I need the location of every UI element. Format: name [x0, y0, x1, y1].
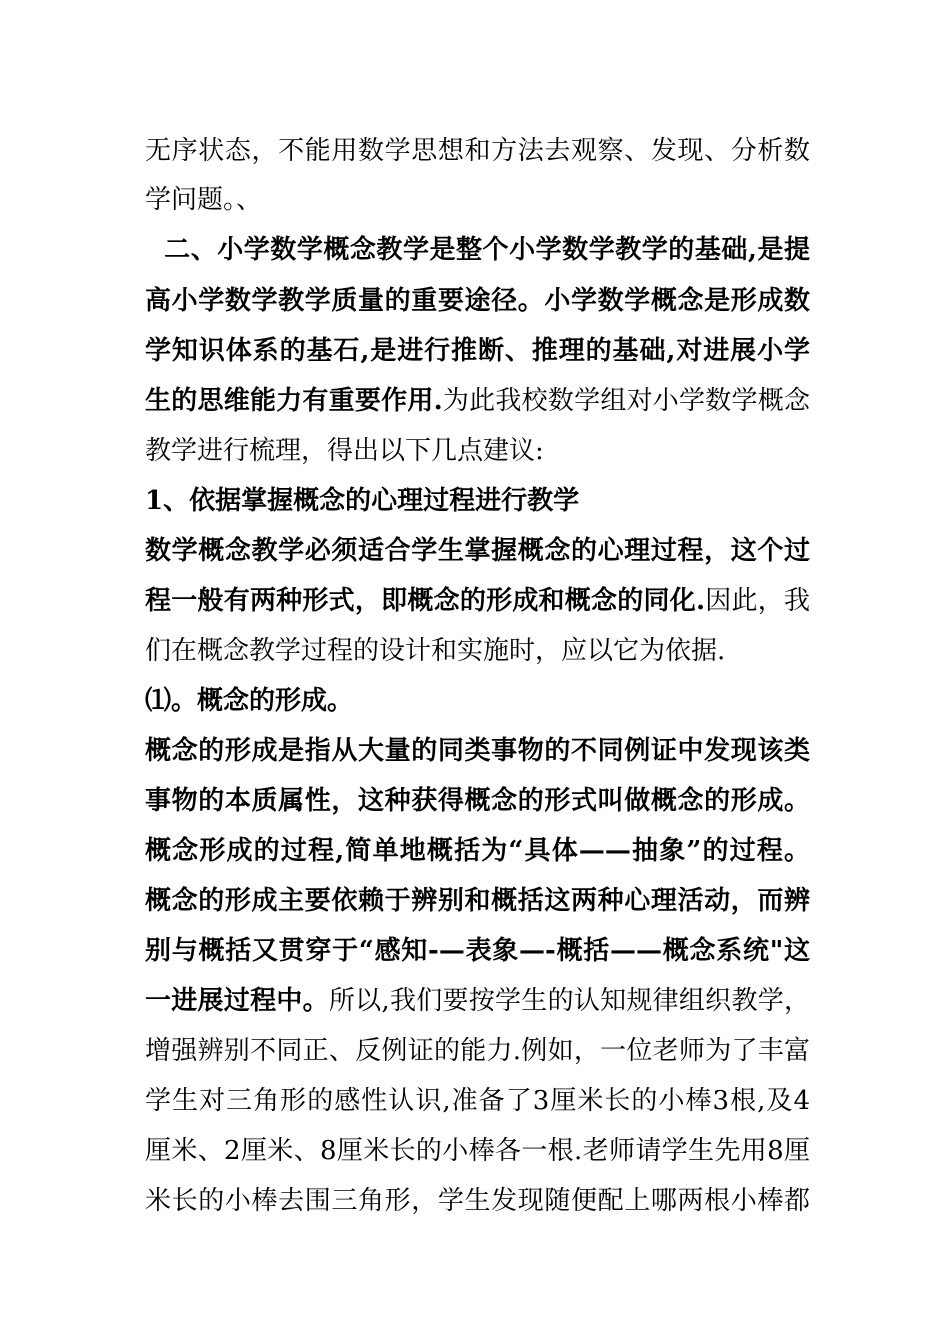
- line-text: 概念形成的过程,简单地概括为“具体——抽象”的过程。: [145, 836, 810, 866]
- paragraph-line: [145, 934, 810, 968]
- paragraph-line: [145, 284, 810, 318]
- paragraph-line: [145, 784, 810, 818]
- line-text-bold: 程一般有两种形式，即概念的形成和概念的同化.: [145, 586, 706, 616]
- line-text: ⑴。概念的形成。: [145, 686, 354, 716]
- line-text: 高小学数学教学质量的重要途径。小学数学概念是形成数: [145, 286, 810, 316]
- paragraph-line: [145, 1084, 810, 1118]
- line-text: 所以,我们要按学生的认知规律组织教学，: [328, 986, 810, 1016]
- line-text-bold: 一进展过程中。: [145, 986, 329, 1016]
- line-text: 学知识体系的基石,是进行推断、推理的基础,对进展小学: [145, 336, 810, 366]
- paragraph-line: [145, 334, 810, 368]
- section-heading-line: [145, 233, 810, 267]
- paragraph-line: [145, 734, 810, 768]
- line-text: 教学进行梳理，得出以下几点建议:: [145, 436, 544, 466]
- line-text: 概念的形成是指从大量的同类事物的不同例证中发现该类: [145, 736, 810, 766]
- paragraph-line: [145, 984, 810, 1018]
- paragraph-line: [145, 884, 810, 918]
- line-text: 们在概念教学过程的设计和实施时，应以它为依据.: [145, 636, 726, 666]
- line-text: 厘米、2厘米、8厘米长的小棒各一根.老师请学生先用8厘: [145, 1136, 810, 1166]
- line-text: 学问题。、: [145, 185, 263, 215]
- paragraph-line: [145, 1034, 810, 1068]
- paragraph-line: [145, 434, 810, 468]
- paragraph-line: [145, 1184, 810, 1218]
- line-text: 无序状态，不能用数学思想和方法去观察、发现、分析数: [145, 136, 810, 166]
- subheading-line: [145, 484, 810, 518]
- line-text: 别与概括又贯穿于“感知-—表象—-概括——概念系统"这: [145, 936, 810, 966]
- paragraph-line: [145, 183, 810, 217]
- subheading-line: [145, 684, 810, 718]
- line-text: 米长的小棒去围三角形，学生发现随便配上哪两根小棒都: [145, 1186, 810, 1216]
- paragraph-line: [145, 834, 810, 868]
- paragraph-line: [145, 634, 810, 668]
- line-text: 为此我校数学组对小学数学概念: [442, 386, 810, 416]
- line-text: 事物的本质属性，这种获得概念的形式叫做概念的形成。: [145, 786, 810, 816]
- paragraph-line: [145, 1134, 810, 1168]
- line-text: 概念的形成主要依赖于辨别和概括这两种心理活动，而辨: [145, 886, 810, 916]
- line-text: 数学概念教学必须适合学生掌握概念的心理过程，这个过: [145, 536, 810, 566]
- line-text: 1、依据掌握概念的心理过程进行教学: [145, 486, 580, 516]
- paragraph-line: [145, 384, 810, 418]
- line-text: 因此，我: [705, 586, 810, 616]
- paragraph-line: [145, 584, 810, 618]
- paragraph-line: [145, 534, 810, 568]
- line-text: 二、小学数学概念教学是整个小学数学教学的基础,是提: [145, 235, 810, 265]
- line-text: 增强辨别不同正、反例证的能力.例如，一位老师为了丰富: [145, 1036, 810, 1066]
- line-text-bold: 生的思维能力有重要作用.: [145, 386, 443, 416]
- paragraph-line: [145, 134, 810, 168]
- line-text: 学生对三角形的感性认识,准备了3厘米长的小棒3根,及4: [145, 1086, 810, 1116]
